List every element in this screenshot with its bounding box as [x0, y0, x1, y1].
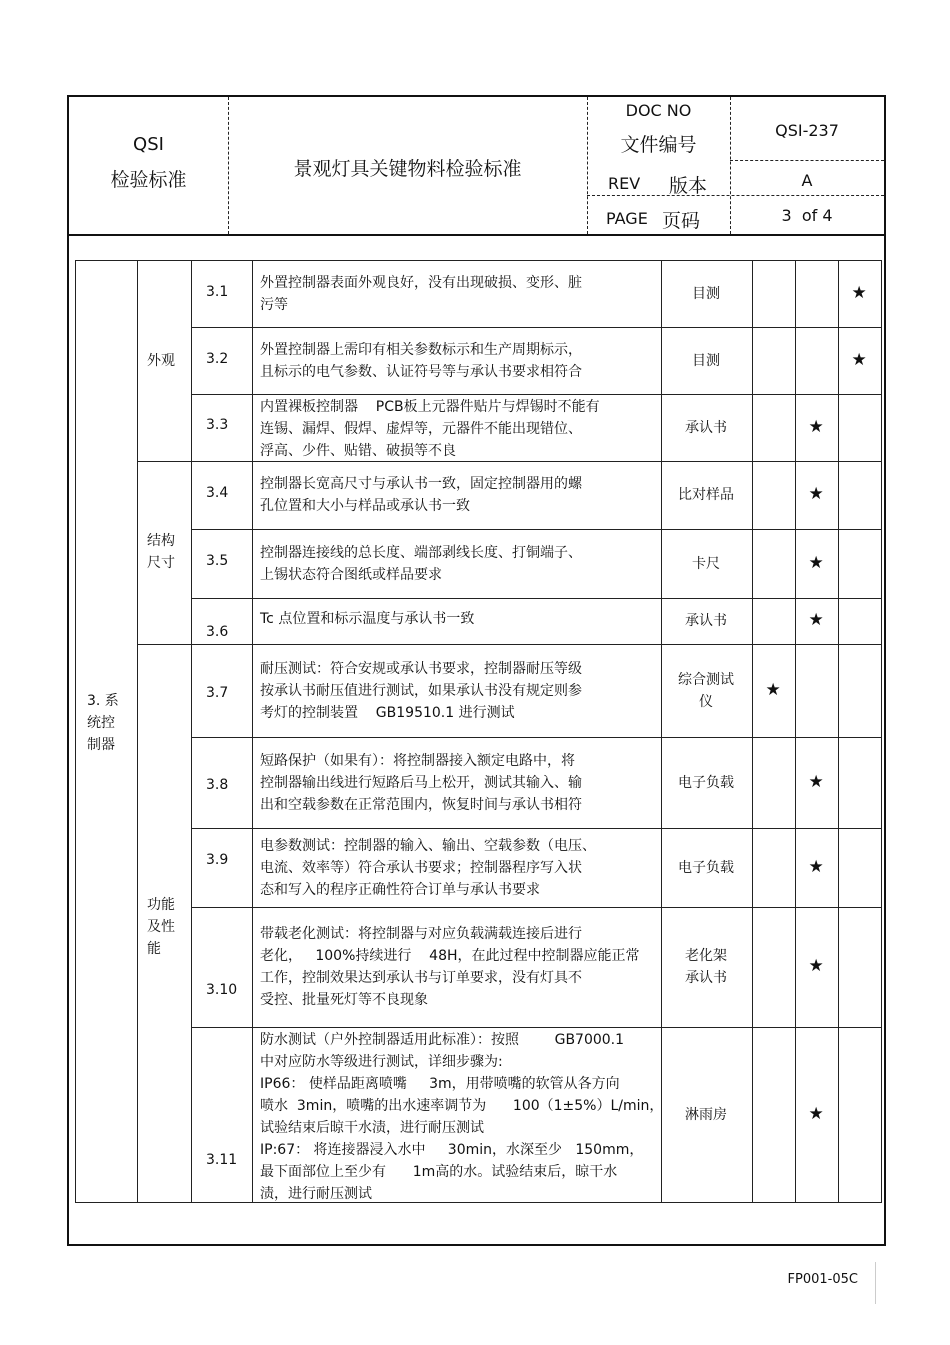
table-rule [191, 260, 192, 1202]
page-label-cn: 页码 [662, 210, 701, 232]
item-description: 控制器连接线的总长度、端部剥线长度、打铜端子、 上锡状态符合图纸或样品要求 [260, 544, 582, 583]
item-description: 带载老化测试：将控制器与对应负载满载连接后进行 老化， 100%持续进行 48H，在此过程中控制器应能正常 工作，控制效果达到承认书与订单要求，没有灯具不 受控、批量死灯等不良现象 [260, 926, 640, 1008]
star-mark: ★ [808, 771, 824, 792]
item-number: 3.6 [206, 624, 229, 640]
document-frame [67, 95, 886, 1246]
doc-no-label-en: DOC NO [625, 101, 692, 120]
star-mark: ★ [808, 484, 824, 504]
item-number: 3.1 [206, 284, 229, 300]
inspection-method: 承认书 [685, 419, 727, 436]
inspection-method: 承认书 [685, 613, 727, 629]
table-rule [752, 260, 753, 1202]
group-label: 外观 [147, 353, 175, 369]
table-rule [191, 327, 881, 328]
item-number: 3.5 [206, 553, 229, 569]
group-label: 结构 尺寸 [147, 533, 175, 571]
rev-value: A [801, 171, 813, 190]
table-rule [838, 260, 839, 1202]
table-rule [252, 260, 253, 1202]
table-rule [881, 260, 882, 1203]
star-mark: ★ [808, 552, 824, 573]
star-mark: ★ [808, 856, 824, 877]
table-rule [191, 394, 881, 395]
inspection-method: 老化架 承认书 [685, 948, 727, 986]
doc-no-value: QSI-237 [775, 121, 839, 140]
table-rule [191, 828, 881, 829]
inspection-method: 卡尺 [692, 555, 720, 572]
item-description: 内置裸板控制器 PCB板上元器件贴片与焊锡时不能有 连锡、漏焊、假焊、虚焊等，元器件不能出现错位、 浮高、少件、贴错、破损等不良 [260, 399, 600, 459]
star-mark: ★ [808, 1103, 824, 1124]
item-description: 外置控制器上需印有相关参数标示和生产周期标示， 且标示的电气参数、认证符号等与承认书要求相符合 [260, 341, 582, 380]
item-number: 3.11 [206, 1151, 238, 1168]
page-label: PAGE [606, 209, 648, 228]
inspection-method: 综合测试 仪 [678, 671, 734, 710]
inspection-method: 电子负载 [678, 774, 734, 791]
item-description: Tc 点位置和标示温度与承认书一致 [260, 611, 475, 627]
inspection-method: 比对样品 [678, 487, 734, 503]
item-number: 3.9 [206, 852, 229, 868]
table-rule [191, 907, 881, 908]
table-rule [75, 260, 881, 261]
table-rule [191, 1027, 881, 1028]
star-mark: ★ [808, 956, 824, 976]
inspection-method: 目测 [692, 352, 720, 369]
item-number: 3.7 [206, 684, 229, 701]
table-rule [137, 644, 881, 645]
org-subtitle: 检验标准 [110, 169, 187, 191]
item-description: 短路保护（如果有）：将控制器接入额定电路中，将 控制器输出线进行短路后马上松开，测试其输入、输 出和空载参数在正常范围内，恢复时间与承认书相符 [260, 752, 582, 813]
group-label: 功能 及性 能 [147, 897, 175, 957]
footer-divider [875, 1262, 876, 1304]
table-rule [75, 260, 76, 1203]
table-rule [191, 737, 881, 738]
item-number: 3.10 [206, 982, 238, 998]
star-mark: ★ [851, 282, 867, 303]
inspection-method: 电子负载 [678, 859, 734, 876]
table-rule [191, 529, 881, 530]
form-code: FP001-05C [787, 1272, 858, 1287]
item-number: 3.4 [206, 485, 229, 501]
header-divider [730, 160, 884, 161]
item-description: 电参数测试：控制器的输入、输出、空载参数（电压、 电流、效率等）符合承认书要求；控制器程序写入状 态和写入的程序正确性符合订单与承认书要求 [260, 837, 596, 898]
doc-no-label-cn: 文件编号 [620, 134, 697, 156]
org-name: QSI [133, 134, 164, 155]
star-mark: ★ [851, 349, 867, 370]
inspection-method: 目测 [692, 285, 720, 302]
inspection-table [75, 260, 881, 1202]
item-number: 3.8 [206, 776, 229, 793]
table-rule [795, 260, 796, 1202]
item-number: 3.3 [206, 417, 229, 433]
table-rule [191, 598, 881, 599]
inspection-method: 淋雨房 [685, 1106, 727, 1123]
table-rule [137, 260, 138, 1202]
section-label: 3. 系 统控 制器 [87, 693, 119, 753]
item-description: 外置控制器表面外观良好，没有出现破损、变形、脏 污等 [260, 274, 582, 313]
item-description: 防水测试（户外控制器适用此标准）：按照 GB7000.1 中对应防水等级进行测试，详细步骤为: IP66： 使样品距离喷嘴 3m，用带喷嘴的软管从各方向 喷水 3min，喷嘴的出水速率调节为 100（1±5%）L/min， 试验结束后晾干水渍，进行耐压测试 IP:67： 将连接器浸入水中 30min，水深至少 150mm， 最下面部位上至少有 1m高的水。试验结束后，晾干水 渍，进行耐压测试 [260, 1032, 664, 1202]
document-header [69, 97, 884, 236]
star-mark: ★ [765, 679, 781, 700]
rev-label-cn: 版本 [669, 175, 708, 197]
rev-label: REV [608, 174, 641, 193]
star-mark: ★ [808, 416, 824, 437]
document-title: 景观灯具关键物料检验标准 [293, 158, 522, 180]
item-description: 耐压测试：符合安规或承认书要求，控制器耐压等级 按承认书耐压值进行测试，如果承认书没有规定则参 考灯的控制装置 GB19510.1 进行测试 [260, 660, 582, 721]
item-number: 3.2 [206, 351, 229, 367]
page-value: 3 of 4 [781, 206, 833, 225]
star-mark: ★ [808, 610, 824, 630]
item-description: 控制器长宽高尺寸与承认书一致，固定控制器用的螺 孔位置和大小与样品或承认书一致 [260, 476, 582, 514]
header-divider [587, 195, 884, 196]
